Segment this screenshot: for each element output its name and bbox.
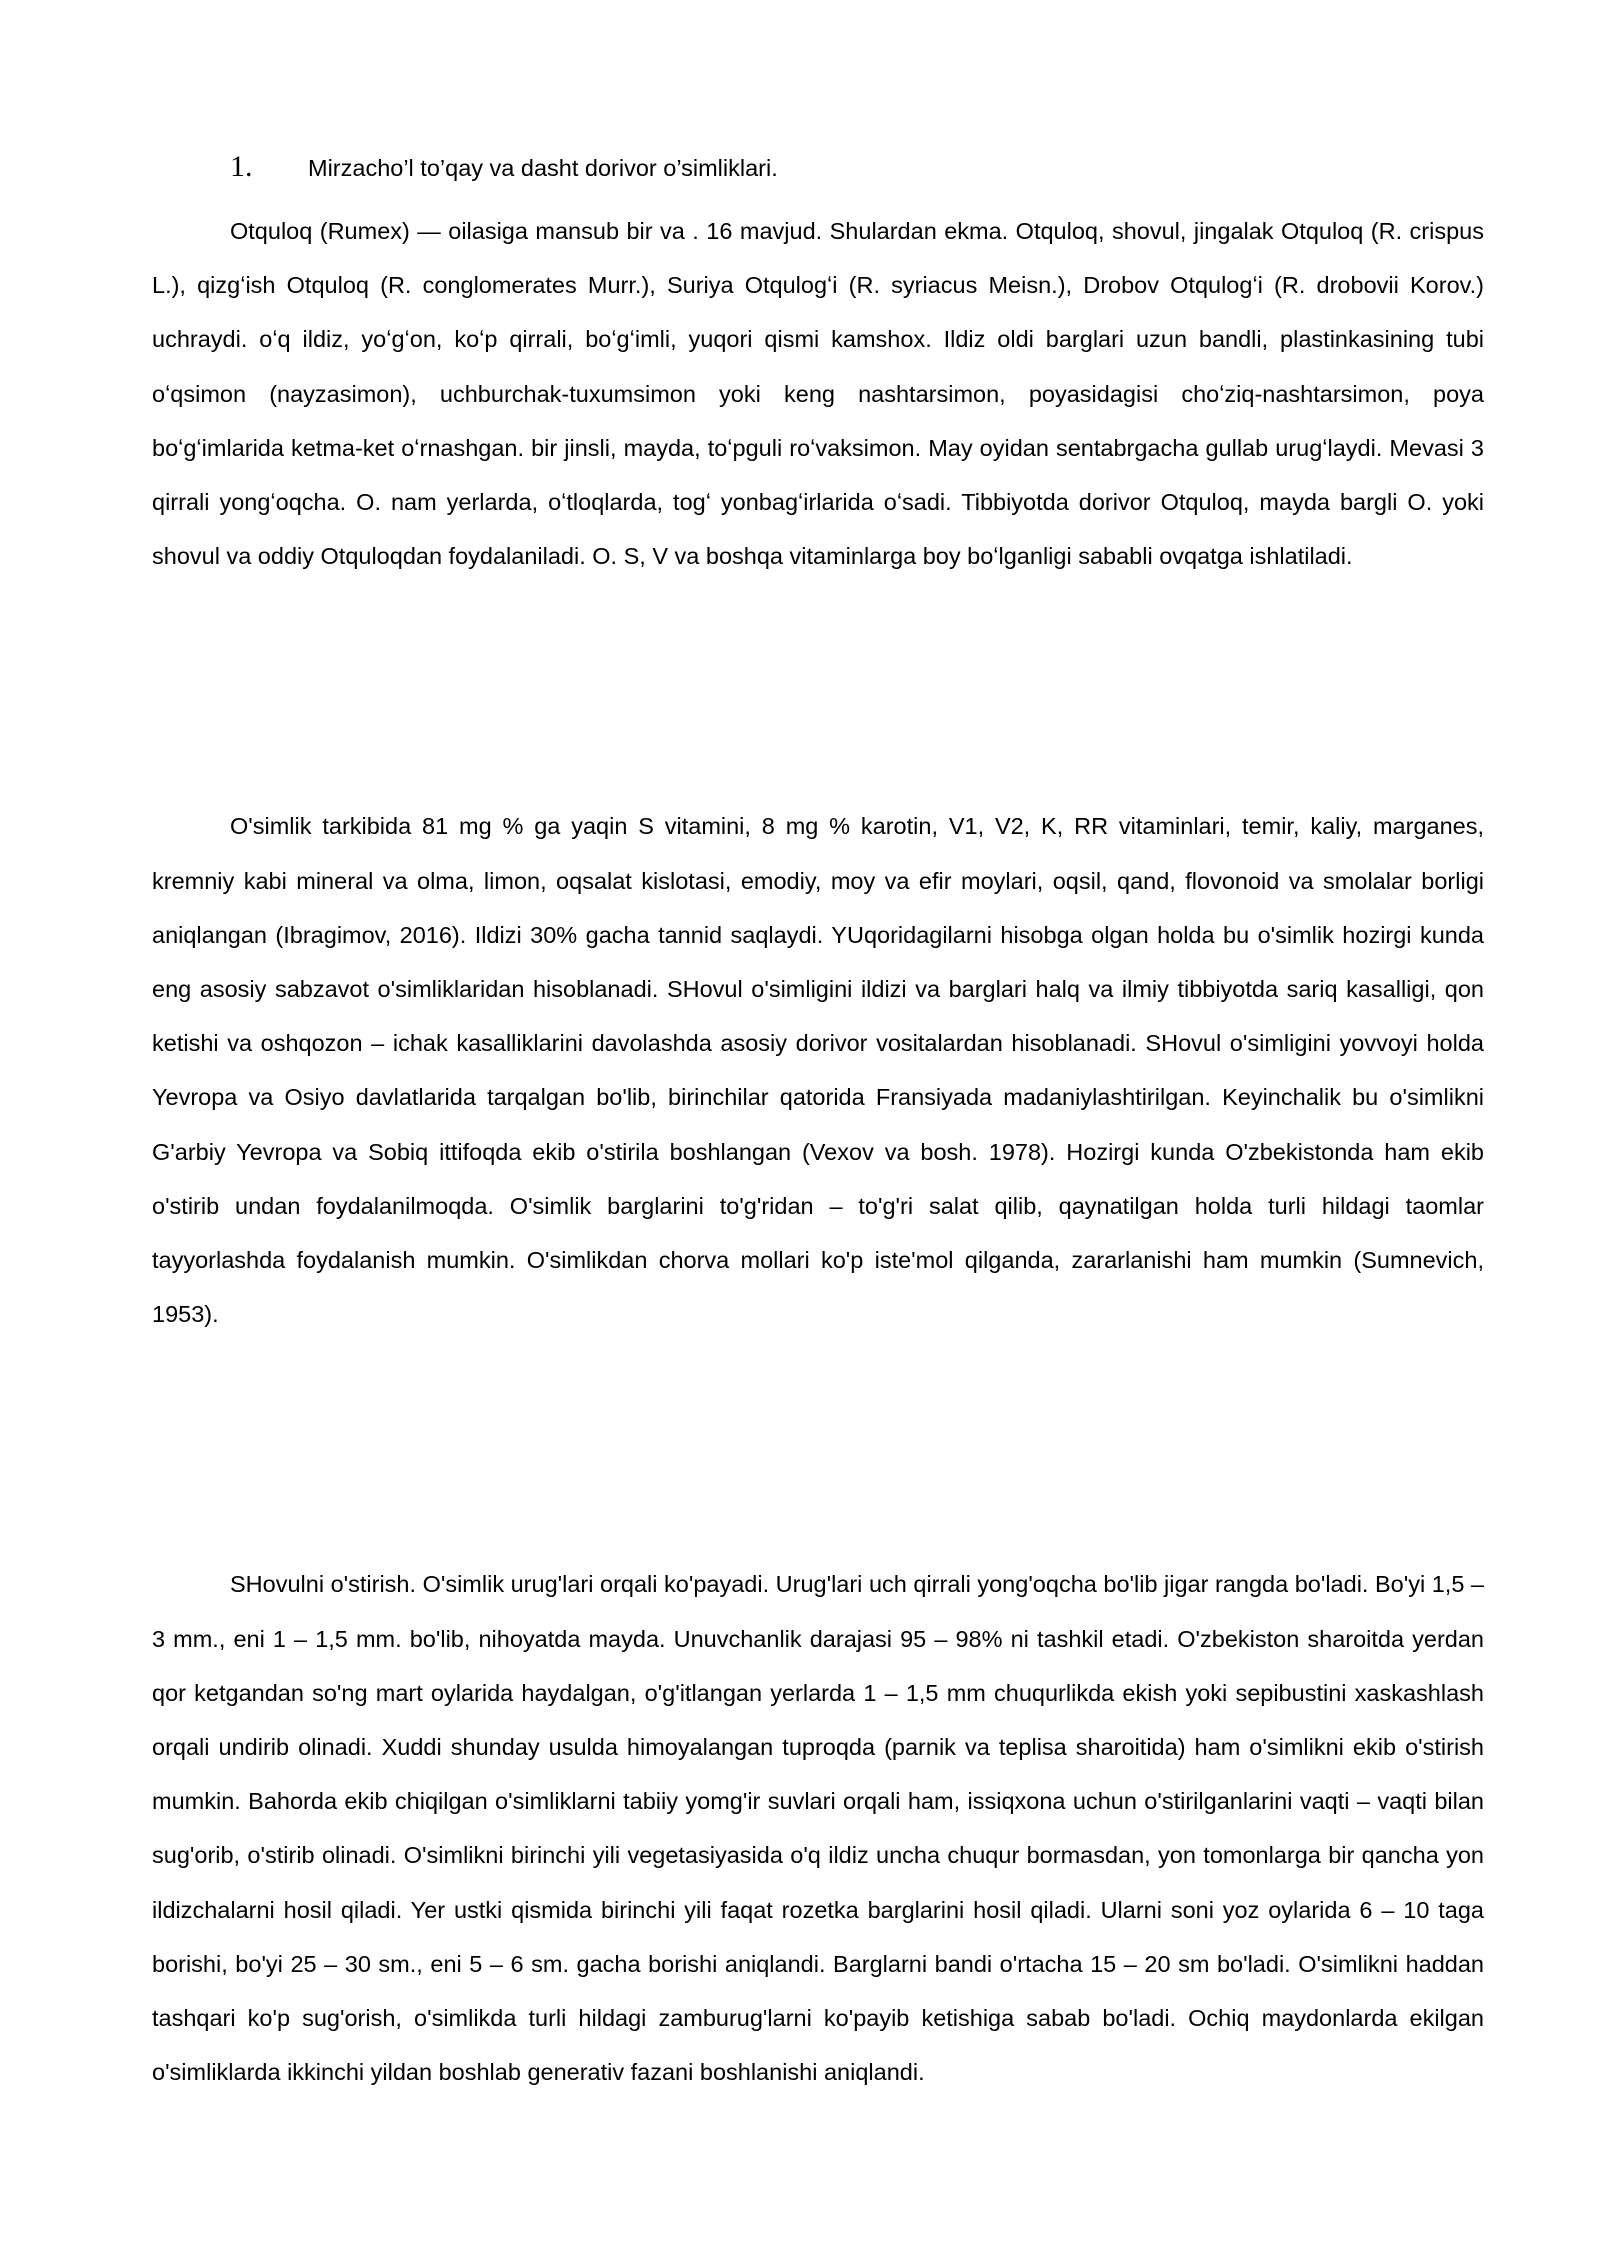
paragraph-spacer xyxy=(152,583,1484,799)
paragraph-rumex-description: Otquloq (Rumex) — oilasiga mansub bir va . 16 mavjud. Shulardan ekma. Otquloq, shovul, jingalak Otquloq (R. crispus L.), qizgʻish Otquloq (R. conglomerates Murr.), Suriya Otqulogʻi (R. syriacus Meisn.), Drobov Otqulogʻi (R. drobovii Korov.) uchraydi. oʻq ildiz, yoʻgʻon, koʻp qirrali, boʻgʻimli, yuqori qismi kamshox. Ildiz oldi barglari uzun bandli, plastinkasining tubi oʻqsimon (nayzasimon), uchburchak-tuxumsimon yoki keng nashtarsimon, poyasidagisi choʻziq-nashtarsimon, poya boʻgʻimlarida ketma-ket oʻrnashgan. bir jinsli, mayda, toʻpguli roʻvaksimon. May oyidan sentabrgacha gullab urugʻlaydi. Mevasi 3 qirrali yongʻoqcha. O. nam yerlarda, oʻtloqlarda, togʻ yonbagʻirlarida oʻsadi. Tibbiyotda dorivor Otquloq, mayda bargli O. yoki shovul va oddiy Otquloqdan foydalaniladi. O. S, V va boshqa vitaminlarga boy boʻlganligi sababli ovqatga ishlatiladi. xyxy=(152,218,1484,570)
paragraph-cultivation: SHovulni o'stirish. O'simlik urug'lari orqali ko'payadi. Urug'lari uch qirrali yong'oqcha bo'lib jigar rangda bo'ladi. Bo'yi 1,5 – 3 mm., eni 1 – 1,5 mm. bo'lib, nihoyatda mayda. Unuvchanlik darajasi 95 – 98% ni tashkil etadi. O'zbekiston sharoitda yerdan qor ketgandan so'ng mart oylarida haydalgan, o'g'itlangan yerlarda 1 – 1,5 mm chuqurlikda ekish yoki sepibustini xaskashlash orqali undirib olinadi. Xuddi shunday usulda himoyalangan tuproqda (parnik va teplisa sharoitida) ham o'simlikni ekib o'stirish mumkin. Bahorda ekib chiqilgan o'simliklarni tabiiy yomg'ir suvlari orqali ham, issiqxona uchun o'stirilganlarini vaqti – vaqti bilan sug'orib, o'stirib olinadi. O'simlikni birinchi yili vegetasiyasida o'q ildiz uncha chuqur bormasdan, yon tomonlarga bir qancha yon ildizchalarni hosil qiladi. Yer ustki qismida birinchi yili faqat rozetka barglarini hosil qiladi. Ularni soni yoz oylarida 6 – 10 taga borishi, bo'yi 25 – 30 sm., eni 5 – 6 sm. gacha borishi aniqlandi. Barglarni bandi o'rtacha 15 – 20 sm bo'ladi. O'simlikni haddan tashqari ko'p sug'orish, o'simlikda turli hildagi zamburug'larni ko'payib ketishiga sabab bo'ladi. Ochiq maydonlarda ekilgan o'simliklarda ikkinchi yildan boshlab generativ fazani boshlanishi aniqlandi. xyxy=(152,1571,1484,2086)
paragraph-spacer xyxy=(152,1341,1484,1557)
section-heading xyxy=(230,150,1484,204)
heading-number: 1. xyxy=(230,150,253,183)
document-page xyxy=(152,150,1484,2099)
heading-title: Mirzacho’l to’qay va dasht dorivor o’simliklari. xyxy=(308,155,778,181)
paragraph-composition: O'simlik tarkibida 81 mg % ga yaqin S vitamini, 8 mg % karotin, V1, V2, K, RR vitaminlari, temir, kaliy, marganes, kremniy kabi mineral va olma, limon, oqsalat kislotasi, emodiy, moy va efir moylari, oqsil, qand, flovonoid va smolalar borligi aniqlangan (Ibragimov, 2016). Ildizi 30% gacha tannid saqlaydi. YUqoridagilarni hisobga olgan holda bu o'simlik hozirgi kunda eng asosiy sabzavot o'simliklaridan hisoblanadi. SHovul o'simligini ildizi va barglari halq va ilmiy tibbiyotda sariq kasalligi, qon ketishi va oshqozon – ichak kasalliklarini davolashda asosiy dorivor vositalardan hisoblanadi. SHovul o'simligini yovvoyi holda Yevropa va Osiyo davlatlarida tarqalgan bo'lib, birinchilar qatorida Fransiyada madaniylashtirilgan. Keyinchalik bu o'simlikni G'arbiy Yevropa va Sobiq ittifoqda ekib o'stirila boshlangan (Vexov va bosh. 1978). Hozirgi kunda O'zbekistonda ham ekib o'stirib undan foydalanilmoqda. O'simlik barglarini to'g'ridan – to'g'ri salat qilib, qaynatilgan holda turli hildagi taomlar tayyorlashda foydalanish mumkin. O'simlikdan chorva mollari ko'p iste'mol qilganda, zararlanishi ham mumkin (Sumnevich, 1953). xyxy=(152,813,1484,1328)
